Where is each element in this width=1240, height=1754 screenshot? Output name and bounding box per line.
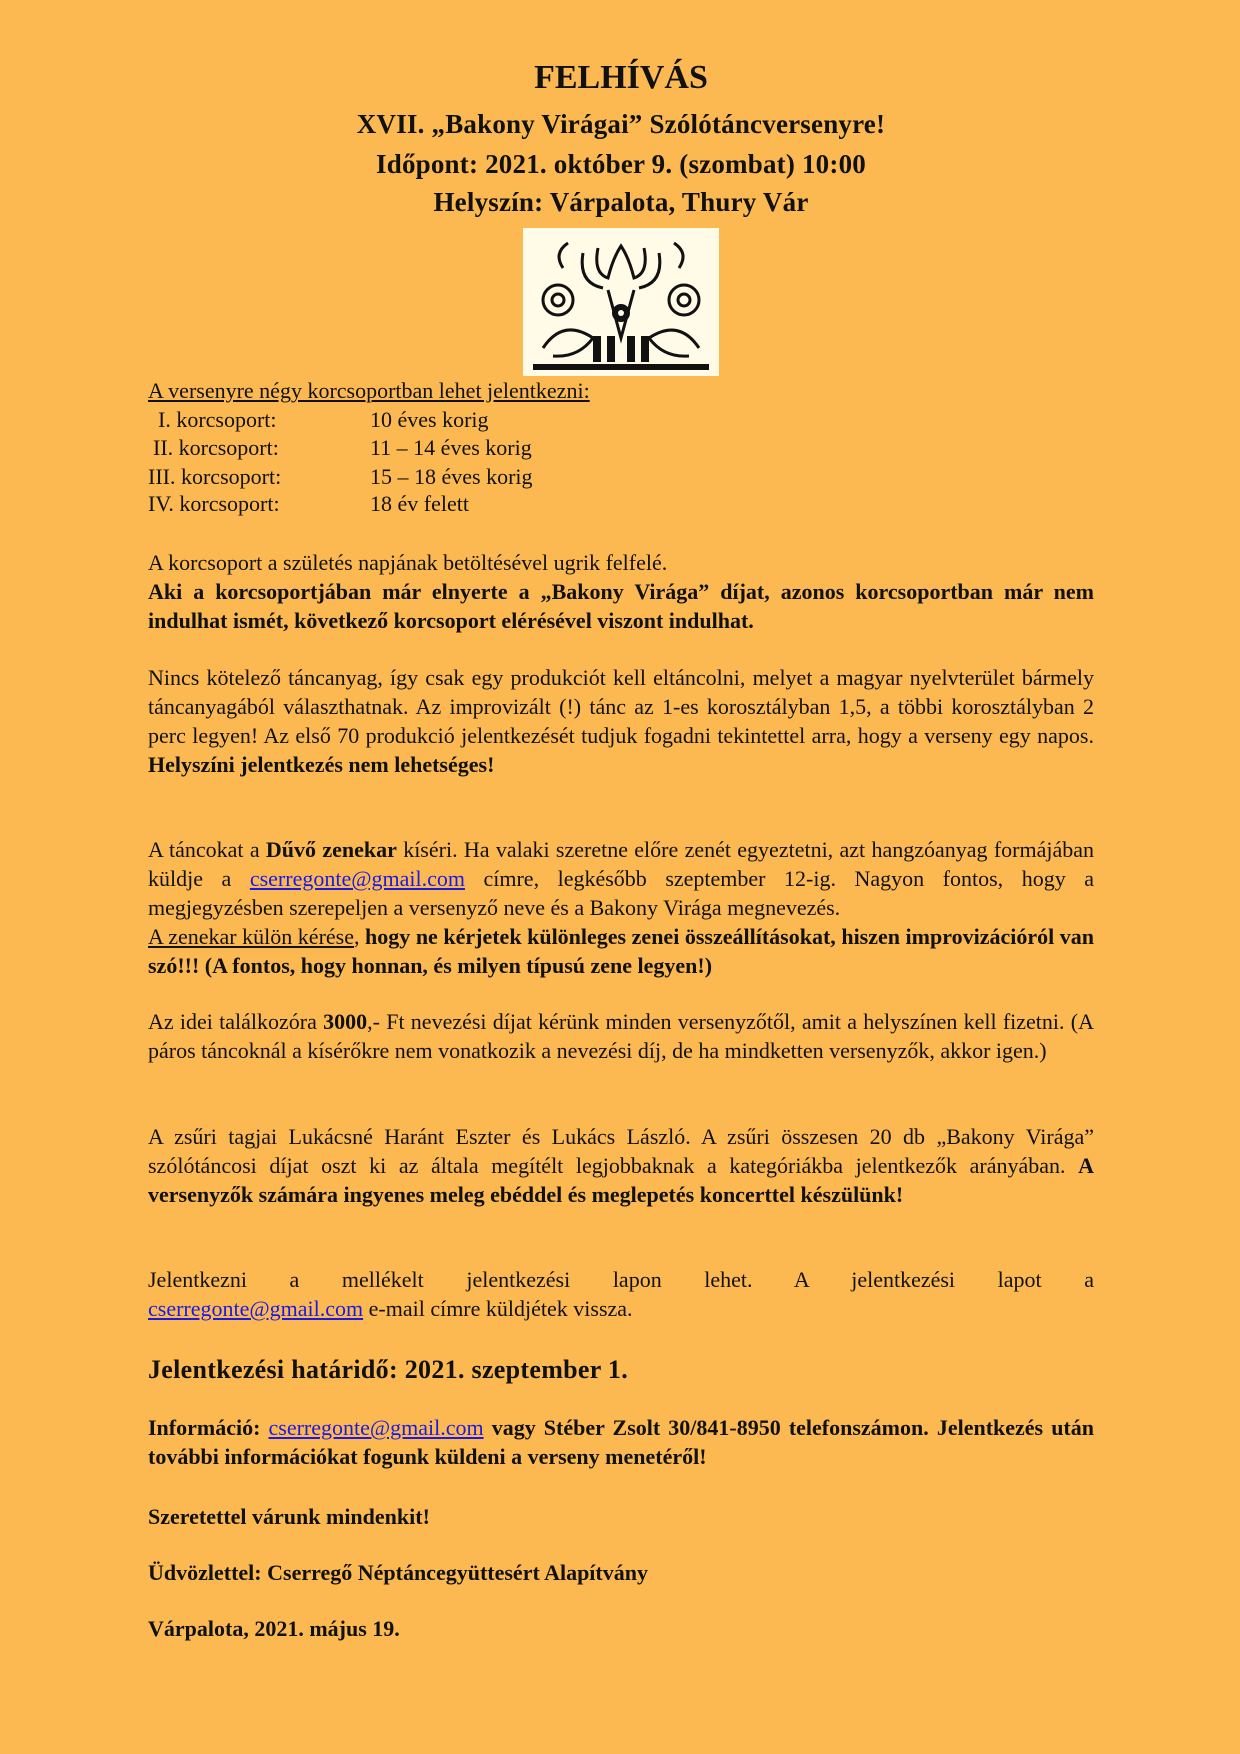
closing-place-date: Várpalota, 2021. május 19. xyxy=(148,1616,400,1641)
closing-regards: Üdvözlettel: Cserregő Néptáncegyüttesért Alapítvány xyxy=(148,1560,648,1585)
music-paragraph xyxy=(148,835,1094,980)
apply-text-2: e-mail címre küldjétek vissza. xyxy=(363,1296,633,1321)
event-date: Időpont: 2021. október 9. (szombat) 10:00 xyxy=(376,149,866,179)
event-title: XVII. „Bakony Virágai” Szólótáncversenyre! xyxy=(356,109,886,139)
age-group-range: 10 éves korig xyxy=(370,407,489,432)
fee-text-2: ,- Ft nevezési díjat kérünk minden versenyzőtől, amit a helyszínen kell fizetni. (A páros táncoknál a kísérőkre nem vonatkozik a nevezési díj, de ha mindketten versenyzők, akkor igen.) xyxy=(148,1009,1094,1063)
age-group-label: II. korcsoport: xyxy=(153,435,279,460)
jury-paragraph xyxy=(148,1122,1094,1209)
age-rule-text: A korcsoport a születés napjának betöltésével ugrik felfelé. xyxy=(148,550,668,575)
page-title: FELHÍVÁS xyxy=(534,59,708,96)
jury-text: A zsűri tagjai Lukácsné Haránt Eszter és Lukács László. A zsűri összesen 20 db „Bakony Virága” szólótáncosi díjat oszt ki az általa megítélt legjobbaknak a kategóriákba jelentkezők arányában. xyxy=(148,1124,1094,1178)
age-group-range: 15 – 18 éves korig xyxy=(370,464,533,489)
age-group-range: 18 év felett xyxy=(370,491,469,516)
band-request-comma: , xyxy=(354,924,360,949)
closing-welcome: Szeretettel várunk mindenkit! xyxy=(148,1504,430,1529)
program-paragraph xyxy=(148,663,1094,779)
age-group-label: III. korcsoport: xyxy=(148,464,282,489)
program-bold-note: Helyszíni jelentkezés nem lehetséges! xyxy=(148,752,495,777)
fee-text-1: Az idei találkozóra xyxy=(148,1009,324,1034)
music-email-link[interactable]: cserregonte@gmail.com xyxy=(249,866,465,891)
deadline: Jelentkezési határidő: 2021. szeptember 1. xyxy=(148,1355,629,1384)
age-group-row-1 xyxy=(148,405,489,434)
age-group-label: I. korcsoport: xyxy=(158,407,277,432)
info-text: vagy Stéber Zsolt 30/841-8950 telefonszámon. Jelentkezés után további információkat fogunk küldeni a verseny menetéről! xyxy=(148,1415,1094,1469)
winner-rule-text: Aki a korcsoportjában már elnyerte a „Bakony Virága” díjat, azonos korcsoportban már nem indulhat ismét, következő korcsoport elérésével viszont indulhat. xyxy=(148,579,1094,633)
music-text-3: címre, legkésőbb szeptember 12-ig. Nagyon fontos, hogy a megjegyzésben szerepeljen a versenyző neve és a Bakony Virága megnevezés. xyxy=(148,866,1095,920)
apply-paragraph xyxy=(148,1265,1094,1323)
fee-amount: 3000 xyxy=(323,1009,368,1034)
event-place: Helyszín: Várpalota, Thury Vár xyxy=(433,187,809,217)
age-group-row-3 xyxy=(148,462,533,491)
band-request-label: A zenekar külön kérése xyxy=(148,924,354,949)
apply-text-1: Jelentkezni a mellékelt jelentkezési lapon lehet. A jelentkezési lapot a xyxy=(148,1267,1094,1292)
info-label: Információ: xyxy=(148,1415,269,1440)
program-text: Nincs kötelező táncanyag, így csak egy produkciót kell eltáncolni, melyet a magyar nyelvterület bármely táncanyagából választhatnak. Az improvizált (!) tánc az 1-es korosztályban 1,5, a többi korosztályban 2 perc legyen! Az első 70 produkció jelentkezését tudjuk fogadni tekintettel arra, hogy a verseny egy napos. xyxy=(148,665,1094,748)
music-text-1: A táncokat a xyxy=(148,837,266,862)
age-group-row-2 xyxy=(148,433,532,462)
apply-email-link[interactable]: cserregonte@gmail.com xyxy=(148,1296,364,1321)
jury-bold-note: A versenyzők számára ingyenes meleg ebéddel és meglepetés koncerttel készülünk! xyxy=(148,1153,1094,1207)
info-paragraph xyxy=(148,1413,1094,1471)
folk-emblem-image xyxy=(523,228,719,376)
age-groups-intro: A versenyre négy korcsoportban lehet jelentkezni: xyxy=(148,378,590,403)
band-request-text: hogy ne kérjetek különleges zenei összeállításokat, hiszen improvizációról van szó!!! (A fontos, hogy honnan, és milyen típusú zene legyen!) xyxy=(148,924,1094,978)
fee-paragraph xyxy=(148,1007,1094,1065)
age-group-label: IV. korcsoport: xyxy=(148,491,280,516)
age-rule-paragraph xyxy=(148,548,1094,635)
band-name: Dűvő zenekar xyxy=(265,837,397,862)
age-group-row-4 xyxy=(148,489,469,518)
info-email-link[interactable]: cserregonte@gmail.com xyxy=(268,1415,484,1440)
music-text-2: kíséri. Ha valaki szeretne előre zenét egyeztetni, azt hangzóanyag formájában küldje a xyxy=(148,837,1094,891)
age-group-range: 11 – 14 éves korig xyxy=(370,435,532,460)
